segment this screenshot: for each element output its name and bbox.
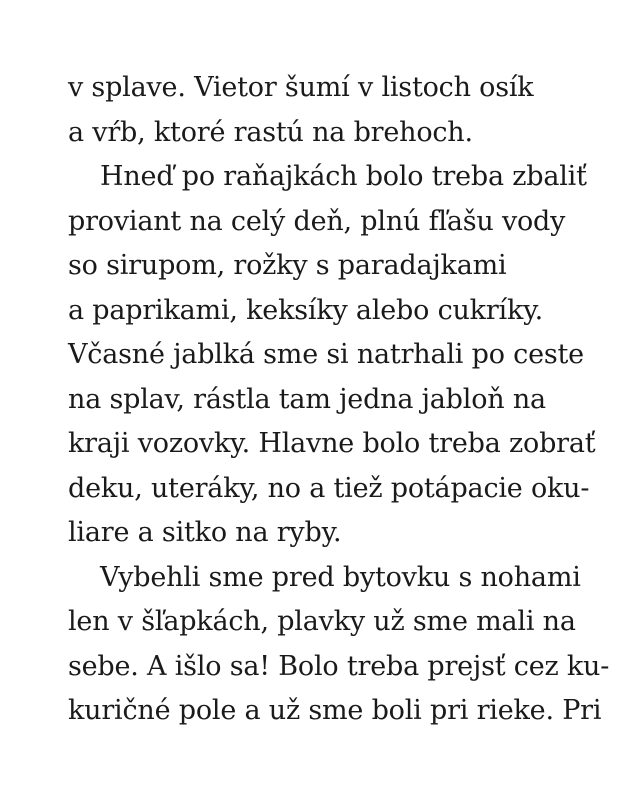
text-line: na splav, rástla tam jedna jabloň na (68, 383, 546, 415)
text-line: so sirupom, rožky s paradajkami (68, 250, 507, 281)
text-line: kuričné pole a už sme boli pri rieke. Pri (68, 695, 602, 726)
text-line: len v šľapkách, plavky už sme mali na (68, 606, 576, 637)
text-line: kraji vozovky. Hlavne bolo treba zobrať (68, 428, 596, 459)
text-line: v splave. Vietor šumí v listoch osík (68, 72, 534, 103)
text-line: sebe. A išlo sa! Bolo treba prejsť cez ku- (68, 650, 610, 682)
text-line: liare a sitko na ryby. (68, 517, 342, 548)
text-line: deku, uteráky, no a tiež potápacie oku- (68, 472, 590, 504)
text-line: proviant na celý deň, plnú fľašu vody (68, 205, 566, 237)
text-line: a paprikami, keksíky alebo cukríky. (68, 294, 543, 326)
text-line: Včasné jablká sme si natrhali po ceste (68, 339, 584, 370)
body-text (68, 66, 610, 734)
text-line: Vybehli sme pred bytovku s nohami (100, 561, 581, 593)
text-line: a vŕb, ktoré rastú na brehoch. (68, 116, 473, 148)
text-line: Hneď po raňajkách bolo treba zbaliť (100, 161, 587, 192)
